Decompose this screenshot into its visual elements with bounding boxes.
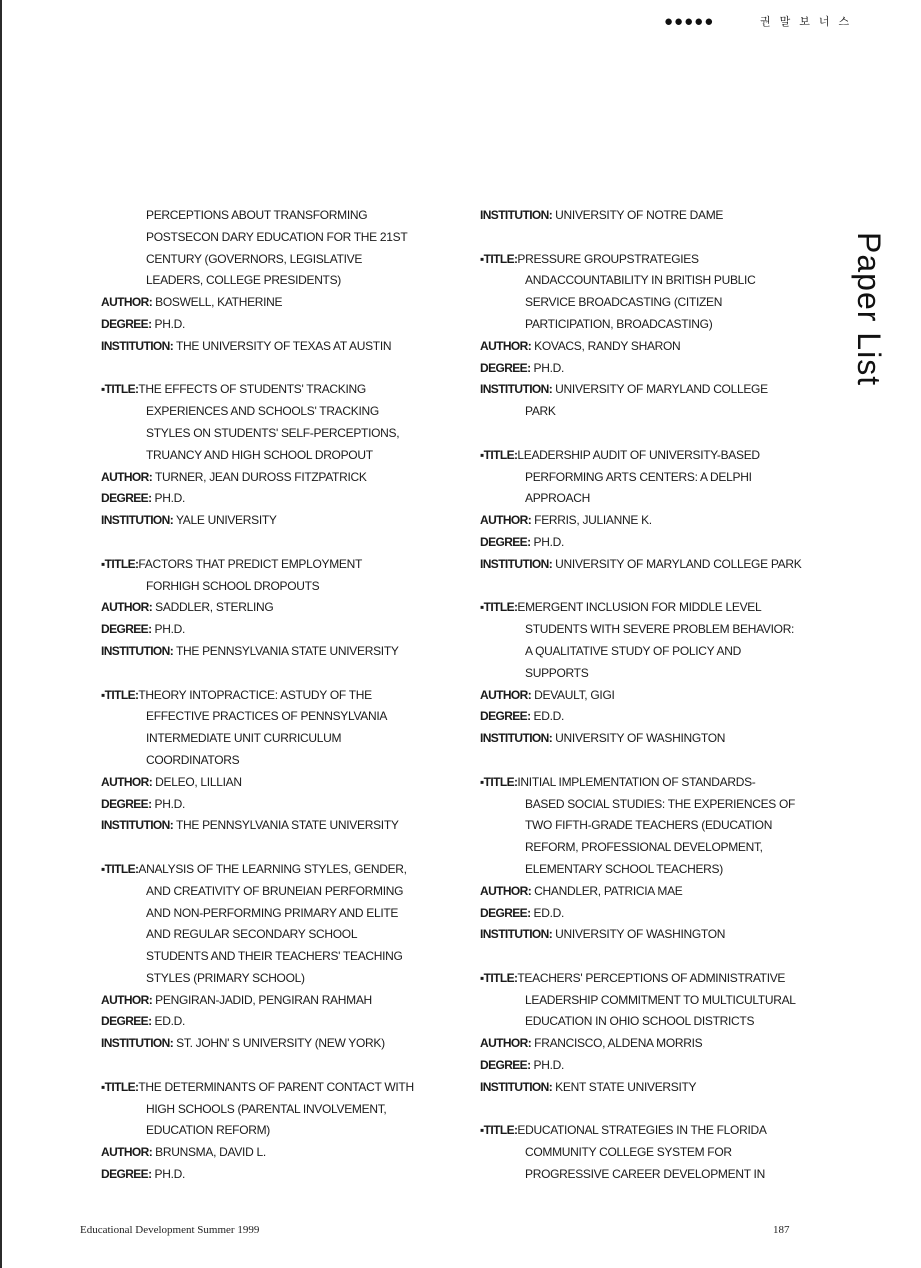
title-line: [101, 685, 431, 707]
title-line: LEADERSHIP COMMITMENT TO MULTICULTURAL: [525, 992, 796, 1007]
author-label: AUTHOR:: [480, 338, 532, 353]
author-line: [480, 881, 810, 903]
degree-label: DEGREE:: [480, 360, 531, 375]
institution-label: INSTITUTION:: [480, 208, 553, 222]
title-line: [101, 554, 431, 576]
paper-entry: [480, 249, 810, 423]
title-line: FORHIGH SCHOOL DROPOUTS: [146, 578, 320, 593]
title-label: ▪TITLE:: [101, 1079, 139, 1094]
left-column: [101, 205, 431, 1208]
institution-line: [480, 728, 810, 750]
title-line: STUDENTS AND THEIR TEACHERS' TEACHING: [146, 949, 403, 964]
title-text: INITIAL IMPLEMENTATION OF STANDARDS-: [517, 774, 756, 789]
paper-entry: [101, 685, 431, 838]
header-korean-label: 권말보너스: [760, 16, 859, 28]
degree-value: PH.D.: [154, 796, 186, 811]
title-line: [480, 249, 810, 271]
paper-entry: [101, 554, 431, 663]
institution-label: INSTITUTION:: [480, 382, 553, 397]
title-line: [101, 379, 431, 401]
title-line: APPROACH: [525, 491, 590, 506]
footer-publication: Educational Development Summer 1999: [80, 1224, 260, 1236]
paper-entry: [101, 859, 431, 1055]
institution-label: INSTITUTION:: [101, 818, 174, 833]
institution-value: THE PENNSYLVANIA STATE UNIVERSITY: [175, 818, 399, 833]
author-label: AUTHOR:: [101, 295, 153, 310]
author-line: [101, 1142, 431, 1164]
title-line: COMMUNITY COLLEGE SYSTEM FOR: [525, 1145, 732, 1160]
side-title: Paper List: [851, 232, 887, 387]
paper-entry: [101, 205, 431, 358]
institution-value: UNIVERSITY OF WASHINGTON: [555, 731, 726, 746]
institution-line: [480, 1077, 810, 1099]
institution-line: [480, 924, 810, 946]
title-line: STYLES (PRIMARY SCHOOL): [146, 970, 305, 985]
institution-line: [101, 1033, 431, 1055]
degree-line: [480, 358, 810, 380]
title-label: ▪TITLE:: [480, 970, 518, 985]
title-text: EDUCATIONAL STRATEGIES IN THE FLORIDA: [517, 1123, 767, 1138]
degree-line: [480, 903, 810, 925]
author-line: [480, 510, 810, 532]
paper-entry: [101, 1077, 431, 1186]
author-label: AUTHOR:: [101, 774, 153, 789]
degree-label: DEGREE:: [480, 709, 531, 724]
degree-value: PH.D.: [154, 316, 186, 331]
title-text: THE DETERMINANTS OF PARENT CONTACT WITH: [138, 1079, 414, 1094]
institution-label: INSTITUTION:: [480, 1079, 553, 1094]
institution-line-cont: PARK: [525, 404, 556, 419]
title-line: AND REGULAR SECONDARY SCHOOL: [146, 927, 358, 942]
institution-label: INSTITUTION:: [480, 731, 553, 746]
institution-line: [101, 510, 431, 532]
paper-entry: [480, 1120, 810, 1185]
title-label: ▪TITLE:: [101, 861, 139, 876]
author-label: AUTHOR:: [101, 1145, 153, 1160]
degree-label: DEGREE:: [101, 491, 152, 506]
author-label: AUTHOR:: [480, 513, 532, 528]
institution-value: UNIVERSITY OF WASHINGTON: [555, 927, 726, 942]
institution-line: [480, 379, 810, 401]
author-value: BOSWELL, KATHERINE: [155, 295, 283, 310]
title-line: COORDINATORS: [146, 752, 240, 767]
title-line: [101, 859, 431, 881]
title-line: AND NON-PERFORMING PRIMARY AND ELITE: [146, 905, 399, 920]
degree-line: [480, 1055, 810, 1077]
title-line: [480, 772, 810, 794]
title-text: EMERGENT INCLUSION FOR MIDDLE LEVEL: [517, 600, 762, 615]
author-line: [101, 467, 431, 489]
degree-label: DEGREE:: [101, 622, 152, 637]
institution-value: THE UNIVERSITY OF TEXAS AT AUSTIN: [175, 338, 392, 353]
degree-value: PH.D.: [154, 622, 186, 637]
author-value: BRUNSMA, DAVID L.: [155, 1145, 266, 1160]
institution-value: UNIVERSITY OF MARYLAND COLLEGE: [555, 382, 768, 397]
paper-entry: [480, 597, 810, 750]
title-line: SUPPORTS: [525, 665, 589, 680]
institution-value: THE PENNSYLVANIA STATE UNIVERSITY: [175, 643, 399, 658]
right-column: [480, 205, 810, 1208]
title-line: BASED SOCIAL STUDIES: THE EXPERIENCES OF: [525, 796, 796, 811]
title-line: EFFECTIVE PRACTICES OF PENNSYLVANIA: [146, 709, 388, 724]
institution-label: INSTITUTION:: [101, 643, 174, 658]
title-line: PERFORMING ARTS CENTERS: A DELPHI: [525, 469, 752, 484]
degree-line: [101, 794, 431, 816]
title-label: ▪TITLE:: [480, 1123, 518, 1138]
title-line: [480, 445, 810, 467]
title-text: LEADERSHIP AUDIT OF UNIVERSITY-BASED: [517, 447, 760, 462]
author-value: DEVAULT, GIGI: [534, 687, 615, 702]
degree-label: DEGREE:: [101, 1167, 152, 1182]
institution-line: [480, 554, 810, 576]
paper-entry: [480, 205, 810, 227]
title-text: FACTORS THAT PREDICT EMPLOYMENT: [138, 556, 363, 571]
title-line: TRUANCY AND HIGH SCHOOL DROPOUT: [146, 447, 373, 462]
title-text: TEACHERS' PERCEPTIONS OF ADMINISTRATIVE: [517, 970, 786, 985]
degree-value: ED.D.: [154, 1014, 186, 1029]
title-line: POSTSECON DARY EDUCATION FOR THE 21ST: [146, 229, 408, 244]
title-line: STYLES ON STUDENTS' SELF-PERCEPTIONS,: [146, 425, 400, 440]
title-text: PRESSURE GROUPSTRATEGIES: [517, 251, 699, 266]
title-line: [101, 1077, 431, 1099]
paper-entry: [480, 445, 810, 576]
degree-label: DEGREE:: [101, 316, 152, 331]
author-line: [101, 990, 431, 1012]
title-text: ANALYSIS OF THE LEARNING STYLES, GENDER,: [138, 861, 407, 876]
degree-value: PH.D.: [533, 360, 565, 375]
degree-value: PH.D.: [154, 1167, 186, 1182]
author-line: [101, 292, 431, 314]
title-line: PERCEPTIONS ABOUT TRANSFORMING: [146, 208, 368, 222]
institution-label: INSTITUTION:: [480, 556, 553, 571]
degree-line: [480, 532, 810, 554]
title-line: A QUALITATIVE STUDY OF POLICY AND: [525, 643, 741, 658]
author-label: AUTHOR:: [101, 992, 153, 1007]
author-label: AUTHOR:: [101, 469, 153, 484]
institution-label: INSTITUTION:: [101, 338, 174, 353]
degree-line: [101, 314, 431, 336]
degree-label: DEGREE:: [480, 534, 531, 549]
institution-line: [101, 336, 431, 358]
author-value: FERRIS, JULIANNE K.: [534, 513, 652, 528]
title-line: INTERMEDIATE UNIT CURRICULUM: [146, 731, 342, 746]
title-line: TWO FIFTH-GRADE TEACHERS (EDUCATION: [525, 818, 773, 833]
title-line: STUDENTS WITH SEVERE PROBLEM BEHAVIOR:: [525, 622, 795, 637]
institution-label: INSTITUTION:: [480, 927, 553, 942]
paper-entry: [480, 968, 810, 1099]
title-line: EDUCATION REFORM): [146, 1123, 271, 1138]
title-line: REFORM, PROFESSIONAL DEVELOPMENT,: [525, 840, 763, 855]
title-label: ▪TITLE:: [101, 687, 139, 702]
author-line: [480, 336, 810, 358]
degree-line: [101, 619, 431, 641]
title-label: ▪TITLE:: [480, 251, 518, 266]
degree-value: PH.D.: [533, 1058, 565, 1073]
author-value: DELEO, LILLIAN: [155, 774, 242, 789]
title-line: [480, 968, 810, 990]
author-value: SADDLER, STERLING: [155, 600, 274, 615]
institution-value: YALE UNIVERSITY: [175, 513, 277, 528]
paper-entry: [480, 772, 810, 946]
degree-label: DEGREE:: [101, 1014, 152, 1029]
footer-page-number: 187: [773, 1224, 790, 1236]
institution-line: [101, 815, 431, 837]
page-edge-line: [0, 0, 2, 1268]
degree-value: PH.D.: [533, 534, 565, 549]
degree-value: PH.D.: [154, 491, 186, 506]
paper-entry: [101, 379, 431, 532]
author-label: AUTHOR:: [101, 600, 153, 615]
author-line: [101, 597, 431, 619]
title-line: PARTICIPATION, BROADCASTING): [525, 316, 713, 331]
title-line: EDUCATION IN OHIO SCHOOL DISTRICTS: [525, 1014, 755, 1029]
title-line: ELEMENTARY SCHOOL TEACHERS): [525, 861, 723, 876]
degree-label: DEGREE:: [101, 796, 152, 811]
title-label: ▪TITLE:: [480, 774, 518, 789]
author-value: KOVACS, RANDY SHARON: [534, 338, 681, 353]
degree-value: ED.D.: [533, 905, 565, 920]
title-line: ANDACCOUNTABILITY IN BRITISH PUBLIC: [525, 273, 756, 288]
title-label: ▪TITLE:: [101, 382, 139, 397]
title-label: ▪TITLE:: [480, 600, 518, 615]
title-line: SERVICE BROADCASTING (CITIZEN: [525, 295, 723, 310]
institution-value: UNIVERSITY OF NOTRE DAME: [555, 208, 724, 222]
author-label: AUTHOR:: [480, 1036, 532, 1051]
degree-line: [480, 706, 810, 728]
institution-line: [101, 641, 431, 663]
title-line: [480, 597, 810, 619]
title-text: THE EFFECTS OF STUDENTS' TRACKING: [138, 382, 366, 397]
title-label: ▪TITLE:: [101, 556, 139, 571]
degree-label: DEGREE:: [480, 1058, 531, 1073]
author-value: PENGIRAN-JADID, PENGIRAN RAHMAH: [155, 992, 372, 1007]
degree-value: ED.D.: [533, 709, 565, 724]
title-line: EXPERIENCES AND SCHOOLS' TRACKING: [146, 404, 379, 419]
institution-value: UNIVERSITY OF MARYLAND COLLEGE PARK: [555, 556, 802, 571]
degree-label: DEGREE:: [480, 905, 531, 920]
institution-line: [480, 205, 810, 227]
title-label: ▪TITLE:: [480, 447, 518, 462]
author-value: TURNER, JEAN DUROSS FITZPATRICK: [154, 469, 367, 484]
institution-value: KENT STATE UNIVERSITY: [555, 1079, 697, 1094]
author-line: [101, 772, 431, 794]
title-line: [480, 1120, 810, 1142]
degree-line: [101, 488, 431, 510]
institution-label: INSTITUTION:: [101, 513, 174, 528]
title-line: PROGRESSIVE CAREER DEVELOPMENT IN: [525, 1167, 765, 1182]
degree-line: [101, 1164, 431, 1186]
title-line: CENTURY (GOVERNORS, LEGISLATIVE: [146, 251, 363, 266]
author-label: AUTHOR:: [480, 883, 532, 898]
title-line: AND CREATIVITY OF BRUNEIAN PERFORMING: [146, 883, 404, 898]
institution-value: ST. JOHN' S UNIVERSITY (NEW YORK): [176, 1036, 385, 1051]
title-line: LEADERS, COLLEGE PRESIDENTS): [146, 273, 341, 288]
title-text: THEORY INTOPRACTICE: ASTUDY OF THE: [138, 687, 372, 702]
author-label: AUTHOR:: [480, 687, 532, 702]
author-line: [480, 685, 810, 707]
author-value: CHANDLER, PATRICIA MAE: [534, 883, 683, 898]
author-value: FRANCISCO, ALDENA MORRIS: [534, 1036, 703, 1051]
title-line: HIGH SCHOOLS (PARENTAL INVOLVEMENT,: [146, 1101, 387, 1116]
degree-line: [101, 1011, 431, 1033]
header-dots: ●●●●●: [664, 13, 715, 30]
author-line: [480, 1033, 810, 1055]
institution-label: INSTITUTION:: [101, 1036, 174, 1051]
